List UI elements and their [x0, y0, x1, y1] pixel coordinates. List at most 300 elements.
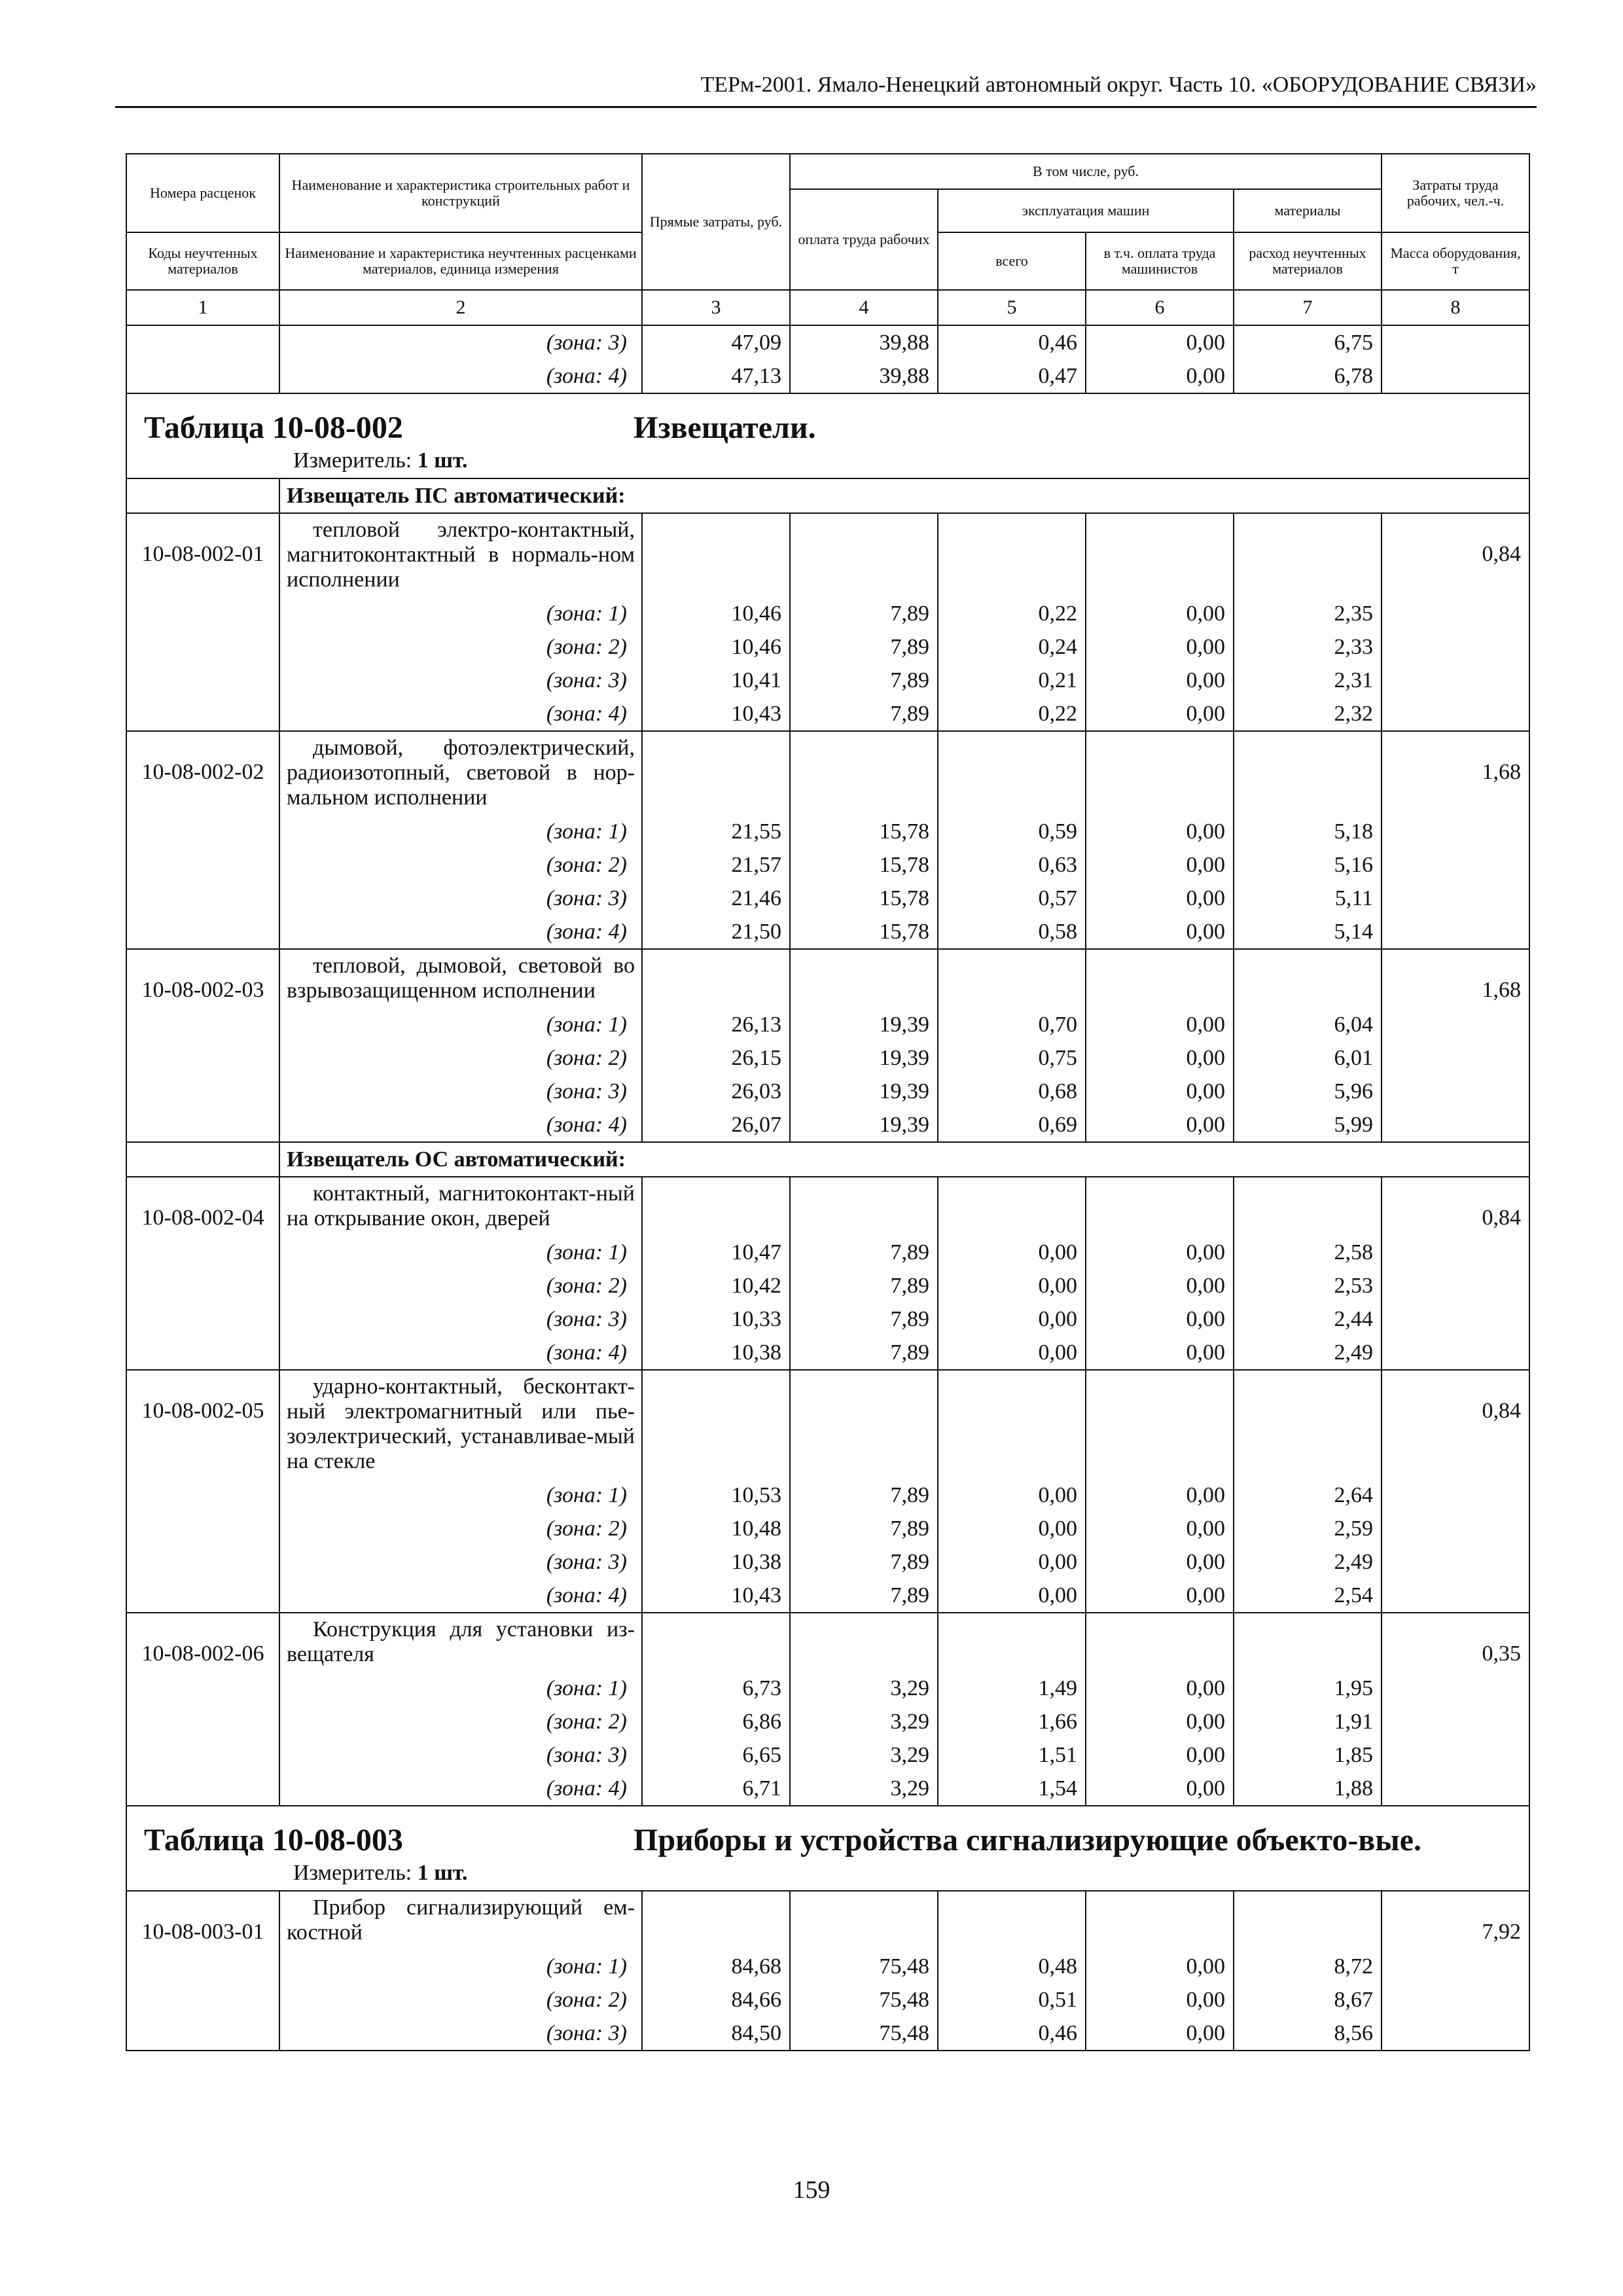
value-cell — [642, 1613, 790, 1806]
group-row — [126, 1142, 1529, 1177]
name-spacer — [945, 514, 1077, 597]
value: 10,46 — [731, 601, 781, 626]
value: 6,65 — [742, 1743, 781, 1767]
header-rule — [115, 106, 1537, 108]
value: 6,78 — [1334, 364, 1374, 388]
name-spacer — [945, 950, 1077, 1008]
value: 26,13 — [731, 1013, 781, 1037]
zone-label: (зона: 1) — [546, 1954, 627, 1979]
code-cell — [126, 325, 279, 393]
value: 0,51 — [1038, 1988, 1077, 2012]
zone-label: (зона: 2) — [546, 634, 627, 659]
name-spacer — [945, 1177, 1077, 1236]
value: 0,00 — [1186, 702, 1225, 726]
value-cell — [1234, 1613, 1382, 1806]
value: 3,29 — [890, 1676, 929, 1700]
mass-cell — [1382, 325, 1529, 393]
value-cell — [1234, 1370, 1382, 1613]
rate-name: дымовой, фотоэлектрический, радиоизотопный, световой в нор-мальном исполнении — [279, 731, 642, 814]
value: 0,00 — [1186, 1274, 1225, 1298]
value-cell — [1086, 731, 1234, 949]
value: 1,51 — [1038, 1743, 1077, 1767]
value-cell — [642, 325, 790, 393]
head-material-use: расход неучтенных материалов — [1234, 232, 1382, 290]
head-machines-total: всего — [938, 232, 1086, 290]
value: 0,22 — [1038, 601, 1077, 626]
running-title: ТЕРм-2001. Ямало-Ненецкий автономный округ. Часть 10. «ОБОРУДОВАНИЕ СВЯЗИ» — [700, 73, 1537, 97]
value: 0,00 — [1186, 331, 1225, 355]
value: 1,54 — [1038, 1776, 1077, 1801]
zone-labels-cell — [279, 1949, 642, 2051]
rate-code: 10-08-002-03 — [126, 949, 279, 1142]
equipment-mass — [1382, 1891, 1529, 2051]
value: 0,00 — [1186, 601, 1225, 626]
column-number: 8 — [1382, 290, 1529, 325]
value: 5,96 — [1334, 1079, 1374, 1103]
value: 19,39 — [879, 1079, 929, 1103]
value: 21,57 — [731, 853, 781, 877]
name-spacer — [945, 1892, 1077, 1950]
unit-value: 1 шт. — [417, 448, 468, 473]
name-spacer — [1093, 732, 1225, 815]
value: 0,00 — [1186, 1340, 1225, 1365]
zone-label: (зона: 4) — [546, 701, 627, 726]
value-cell — [790, 325, 938, 393]
value-cell — [642, 949, 790, 1142]
value: 0,46 — [1038, 331, 1077, 355]
name-spacer — [945, 1371, 1077, 1479]
rates-table — [126, 153, 1530, 2051]
rate-name: Прибор сигнализирующий ем-костной — [279, 1891, 642, 1949]
group-title: Извещатель ПС автоматический: — [279, 478, 1529, 513]
table-heading-cell — [126, 1806, 1529, 1891]
equipment-mass — [1382, 1613, 1529, 1806]
value: 6,75 — [1334, 331, 1374, 355]
value: 7,89 — [890, 635, 929, 659]
value: 15,78 — [879, 853, 929, 877]
value: 2,33 — [1334, 635, 1374, 659]
page-number: 159 — [793, 2176, 830, 2204]
value: 0,00 — [1038, 1550, 1077, 1574]
value: 7,89 — [890, 1240, 929, 1265]
equipment-mass — [1382, 949, 1529, 1142]
value: 10,48 — [731, 1516, 781, 1541]
unit-label: Измеритель: — [293, 448, 412, 473]
value-cell — [790, 1613, 938, 1806]
value: 26,07 — [731, 1113, 781, 1137]
table-heading-row — [126, 1806, 1529, 1891]
value: 10,53 — [731, 1483, 781, 1507]
head-material-codes: Коды неучтенных материалов — [126, 232, 279, 290]
name-spacer — [649, 950, 781, 1008]
zone-label: (зона: 4) — [546, 1583, 627, 1607]
value: 7,89 — [890, 1274, 929, 1298]
name-spacer — [1241, 1613, 1373, 1672]
value: 8,72 — [1334, 1954, 1374, 1979]
value: 1,88 — [1334, 1776, 1374, 1801]
value: 6,71 — [742, 1776, 781, 1801]
value-cell — [642, 1891, 790, 2051]
rate-code: 10-08-002-04 — [126, 1177, 279, 1370]
rate-name: контактный, магнитоконтакт-ный на открывание окон, дверей — [279, 1177, 642, 1235]
value: 0,00 — [1186, 1954, 1225, 1979]
value: 0,00 — [1186, 886, 1225, 910]
value: 7,89 — [890, 1583, 929, 1607]
rate-code: 10-08-002-06 — [126, 1613, 279, 1806]
value: 0,00 — [1038, 1340, 1077, 1365]
name-spacer — [649, 1371, 781, 1479]
value-cell — [790, 1891, 938, 2051]
value: 2,49 — [1334, 1550, 1374, 1574]
value: 0,00 — [1186, 668, 1225, 692]
value: 0,00 — [1186, 853, 1225, 877]
rate-row — [126, 1891, 1529, 1949]
value: 2,35 — [1334, 601, 1374, 626]
group-code-cell — [126, 1142, 279, 1177]
value: 0,75 — [1038, 1046, 1077, 1070]
name-spacer — [649, 732, 781, 815]
name-spacer — [1241, 950, 1373, 1008]
value: 2,53 — [1334, 1274, 1374, 1298]
zone-label: (зона: 3) — [546, 331, 627, 355]
table-heading — [127, 1822, 1529, 1859]
value: 0,00 — [1186, 1079, 1225, 1103]
name-spacer — [649, 1613, 781, 1672]
value-cell — [790, 1177, 938, 1370]
value: 15,78 — [879, 819, 929, 844]
value-cell — [642, 513, 790, 731]
name-spacer — [649, 514, 781, 597]
head-rate-numbers: Номера расценок — [126, 154, 279, 232]
head-work-name: Наименование и характеристика строительных работ и конструкций — [279, 154, 642, 232]
column-number: 5 — [938, 290, 1086, 325]
zone-label: (зона: 1) — [546, 1012, 627, 1037]
value: 75,48 — [879, 1954, 929, 1979]
value: 0,70 — [1038, 1013, 1077, 1037]
value: 19,39 — [879, 1046, 929, 1070]
value: 0,00 — [1186, 1013, 1225, 1037]
zone-label: (зона: 2) — [546, 1987, 627, 2012]
name-spacer — [1093, 1613, 1225, 1672]
equipment-mass — [1382, 1177, 1529, 1370]
value: 0,00 — [1186, 1046, 1225, 1070]
equipment-mass — [1382, 513, 1529, 731]
zone-label: (зона: 3) — [546, 886, 627, 910]
rates-table-body — [126, 325, 1529, 2051]
value: 0,22 — [1038, 702, 1077, 726]
value: 0,00 — [1186, 1676, 1225, 1700]
value: 0,00 — [1038, 1307, 1077, 1331]
name-spacer — [649, 1177, 781, 1236]
value-cell — [1234, 513, 1382, 731]
unit-line — [127, 446, 1529, 478]
value: 5,11 — [1334, 886, 1374, 910]
value: 1,91 — [1334, 1710, 1374, 1734]
zone-label: (зона: 3) — [546, 1549, 627, 1574]
name-spacer — [1093, 1892, 1225, 1950]
value: 8,67 — [1334, 1988, 1374, 2012]
value: 15,78 — [879, 886, 929, 910]
value: 1,95 — [1334, 1676, 1374, 1700]
name-spacer — [649, 1892, 781, 1950]
rate-name: тепловой, дымовой, световой во взрывозащищенном исполнении — [279, 949, 642, 1007]
head-wages: оплата труда рабочих — [790, 189, 938, 290]
zone-label: (зона: 2) — [546, 1516, 627, 1541]
value-cell — [938, 1891, 1086, 2051]
column-number: 6 — [1086, 290, 1234, 325]
value: 0,00 — [1186, 920, 1225, 944]
value: 5,99 — [1334, 1113, 1374, 1137]
value: 0,58 — [1038, 920, 1077, 944]
rate-code: 10-08-002-05 — [126, 1370, 279, 1613]
rate-name: Конструкция для установки из-вещателя — [279, 1613, 642, 1671]
value: 0,57 — [1038, 886, 1077, 910]
rate-code: 10-08-002-02 — [126, 731, 279, 949]
value: 47,09 — [731, 331, 781, 355]
value: 0,00 — [1186, 1583, 1225, 1607]
carry-over-row — [126, 325, 1529, 393]
equipment-mass — [1382, 731, 1529, 949]
rate-name: тепловой электро-контактный, магнитоконтактный в нормаль-ном исполнении — [279, 513, 642, 596]
value-cell — [1086, 513, 1234, 731]
value: 0,24 — [1038, 635, 1077, 659]
group-code-cell — [126, 478, 279, 513]
value: 0,69 — [1038, 1113, 1077, 1137]
value: 2,58 — [1334, 1240, 1374, 1265]
value: 7,89 — [890, 1550, 929, 1574]
value: 21,46 — [731, 886, 781, 910]
value: 0,59 — [1038, 819, 1077, 844]
value-cell — [1086, 325, 1234, 393]
column-number: 1 — [126, 290, 279, 325]
name-spacer — [797, 1613, 929, 1672]
equipment-mass — [1382, 1370, 1529, 1613]
value-cell — [790, 513, 938, 731]
table-heading — [127, 410, 1529, 446]
value: 1,85 — [1334, 1743, 1374, 1767]
value: 7,89 — [890, 1307, 929, 1331]
value-cell — [1086, 1891, 1234, 2051]
value: 7,89 — [890, 1340, 929, 1365]
zone-label: (зона: 4) — [546, 364, 627, 388]
zone-label: (зона: 3) — [546, 2020, 627, 2045]
value-cell — [1234, 731, 1382, 949]
column-number: 4 — [790, 290, 938, 325]
value: 19,39 — [879, 1013, 929, 1037]
table-id: Таблица 10-08-003 — [144, 1823, 403, 1857]
value: 0,00 — [1186, 635, 1225, 659]
value: 0,47 — [1038, 364, 1077, 388]
name-spacer — [797, 732, 929, 815]
value: 0,00 — [1186, 1550, 1225, 1574]
value-cell — [642, 731, 790, 949]
value: 2,32 — [1334, 702, 1374, 726]
value-cell — [1086, 949, 1234, 1142]
mass-value: 0,84 — [1482, 1399, 1522, 1423]
value-cell — [938, 325, 1086, 393]
value: 10,41 — [731, 668, 781, 692]
value: 0,00 — [1186, 1516, 1225, 1541]
zone-label: (зона: 3) — [546, 668, 627, 692]
name-spacer — [1093, 514, 1225, 597]
value-cell — [938, 513, 1086, 731]
value-cell — [1234, 1177, 1382, 1370]
mass-value: 0,35 — [1482, 1641, 1522, 1666]
value: 7,89 — [890, 601, 929, 626]
value-cell — [790, 1370, 938, 1613]
value: 10,38 — [731, 1340, 781, 1365]
value: 0,46 — [1038, 2021, 1077, 2045]
rate-row — [126, 513, 1529, 596]
value-cell — [1234, 949, 1382, 1142]
value-cell — [642, 1177, 790, 1370]
zone-label: (зона: 2) — [546, 852, 627, 877]
value-cell — [938, 731, 1086, 949]
value: 0,00 — [1038, 1240, 1077, 1265]
name-spacer — [1241, 514, 1373, 597]
rate-code: 10-08-002-01 — [126, 513, 279, 731]
zone-label: (зона: 1) — [546, 819, 627, 844]
value: 6,04 — [1334, 1013, 1374, 1037]
rate-row — [126, 1613, 1529, 1671]
value: 2,31 — [1334, 668, 1374, 692]
value: 84,50 — [731, 2021, 781, 2045]
value: 10,46 — [731, 635, 781, 659]
value: 0,00 — [1186, 2021, 1225, 2045]
unit-line — [127, 1859, 1529, 1890]
value: 21,50 — [731, 920, 781, 944]
value: 10,47 — [731, 1240, 781, 1265]
value: 7,89 — [890, 1516, 929, 1541]
rate-code: 10-08-003-01 — [126, 1891, 279, 2051]
value: 0,00 — [1186, 1776, 1225, 1801]
zone-label: (зона: 1) — [546, 1482, 627, 1507]
value: 10,43 — [731, 702, 781, 726]
value: 0,00 — [1038, 1483, 1077, 1507]
zone-label: (зона: 4) — [546, 1340, 627, 1365]
name-spacer — [1241, 1892, 1373, 1950]
table-heading-row — [126, 393, 1529, 478]
rate-row — [126, 1370, 1529, 1478]
value: 6,01 — [1334, 1046, 1374, 1070]
value: 5,16 — [1334, 853, 1374, 877]
value: 19,39 — [879, 1113, 929, 1137]
column-number: 2 — [279, 290, 642, 325]
zone-label: (зона: 3) — [546, 1079, 627, 1103]
value: 5,14 — [1334, 920, 1374, 944]
zone-label: (зона: 3) — [546, 1306, 627, 1331]
column-number: 7 — [1234, 290, 1382, 325]
value-cell — [938, 1613, 1086, 1806]
zone-label: (зона: 4) — [546, 919, 627, 944]
name-spacer — [797, 514, 929, 597]
group-row — [126, 478, 1529, 513]
name-spacer — [797, 1177, 929, 1236]
value-cell — [790, 731, 938, 949]
value: 2,59 — [1334, 1516, 1374, 1541]
value: 6,73 — [742, 1676, 781, 1700]
zone-label: (зона: 1) — [546, 601, 627, 626]
head-machines: эксплуатация машин — [938, 189, 1234, 232]
table-title: Извещатели. — [633, 410, 816, 445]
head-direct-costs: Прямые затраты, руб. — [642, 154, 790, 290]
value: 8,56 — [1334, 2021, 1374, 2045]
zone-labels-cell — [279, 1478, 642, 1613]
rate-name: ударно-контактный, бесконтакт-ный электромагнитный или пье-зоэлектрический, устанавливае-мый на стекле — [279, 1370, 642, 1478]
value: 0,63 — [1038, 853, 1077, 877]
value: 26,15 — [731, 1046, 781, 1070]
zone-labels-cell — [279, 1235, 642, 1370]
value: 0,00 — [1038, 1274, 1077, 1298]
name-spacer — [797, 1371, 929, 1479]
mass-value: 7,92 — [1482, 1920, 1522, 1944]
value: 75,48 — [879, 2021, 929, 2045]
zone-labels-cell — [279, 1671, 642, 1806]
rate-row — [126, 731, 1529, 814]
value: 0,21 — [1038, 668, 1077, 692]
name-spacer — [945, 1613, 1077, 1672]
value: 0,00 — [1186, 1307, 1225, 1331]
name-spacer — [1241, 732, 1373, 815]
value: 0,00 — [1186, 1113, 1225, 1137]
zone-labels-cell — [279, 1007, 642, 1142]
value: 2,64 — [1334, 1483, 1374, 1507]
group-title: Извещатель ОС автоматический: — [279, 1142, 1529, 1177]
value: 0,00 — [1186, 1240, 1225, 1265]
mass-value: 0,84 — [1482, 1206, 1522, 1230]
head-labor: Затраты труда рабочих, чел.-ч. — [1382, 154, 1529, 232]
table-id: Таблица 10-08-002 — [144, 410, 403, 445]
value: 0,00 — [1038, 1516, 1077, 1541]
value: 3,29 — [890, 1743, 929, 1767]
unit-value: 1 шт. — [417, 1861, 468, 1885]
value-cell — [1234, 325, 1382, 393]
head-equipment-mass: Масса оборудования, т — [1382, 232, 1529, 290]
zone-label: (зона: 2) — [546, 1709, 627, 1734]
value: 7,89 — [890, 1483, 929, 1507]
name-spacer — [797, 1892, 929, 1950]
value: 3,29 — [890, 1710, 929, 1734]
column-number: 3 — [642, 290, 790, 325]
value: 39,88 — [879, 364, 929, 388]
zone-label: (зона: 4) — [546, 1112, 627, 1137]
value: 2,44 — [1334, 1307, 1374, 1331]
value: 0,48 — [1038, 1954, 1077, 1979]
value-cell — [1086, 1370, 1234, 1613]
zone-label: (зона: 2) — [546, 1273, 627, 1298]
value: 0,68 — [1038, 1079, 1077, 1103]
value-cell — [790, 949, 938, 1142]
zone-labels-cell — [279, 814, 642, 949]
value: 84,68 — [731, 1954, 781, 1979]
value: 84,66 — [731, 1988, 781, 2012]
value: 0,00 — [1186, 1710, 1225, 1734]
name-spacer — [1093, 1177, 1225, 1236]
mass-value: 1,68 — [1482, 978, 1522, 1002]
name-spacer — [797, 950, 929, 1008]
zone-labels-cell — [279, 325, 642, 393]
table-heading-cell — [126, 393, 1529, 478]
value: 0,00 — [1186, 364, 1225, 388]
column-numbers-row — [126, 290, 1529, 325]
head-machinist-wages: в т.ч. оплата труда машинистов — [1086, 232, 1234, 290]
head-material-names: Наименование и характеристика неучтенных расценками материалов, единица измерения — [279, 232, 642, 290]
mass-value: 1,68 — [1482, 760, 1522, 784]
name-spacer — [945, 732, 1077, 815]
value: 0,00 — [1186, 819, 1225, 844]
zone-label: (зона: 3) — [546, 1742, 627, 1767]
value: 47,13 — [731, 364, 781, 388]
